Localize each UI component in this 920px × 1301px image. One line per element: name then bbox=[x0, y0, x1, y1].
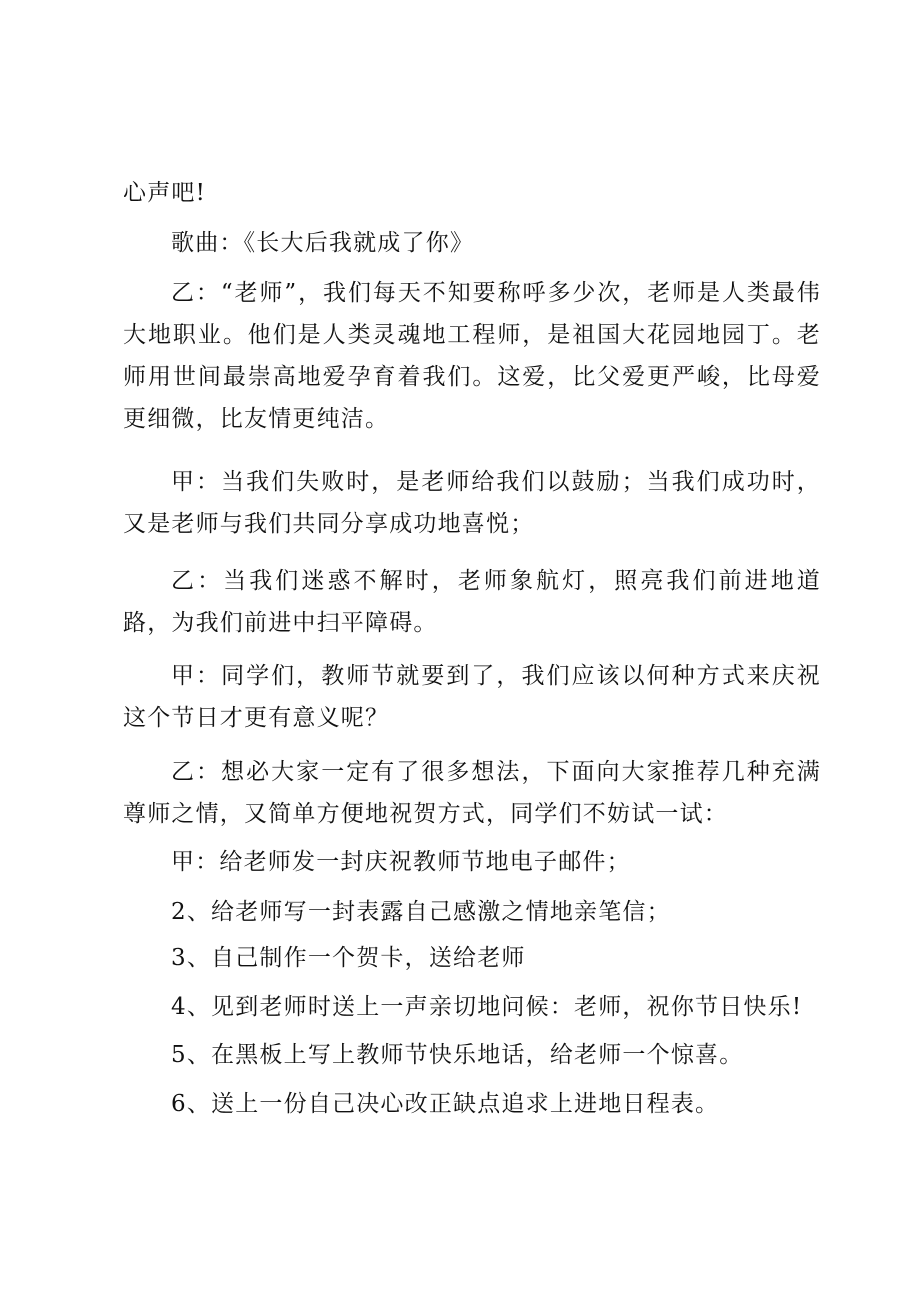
paragraph-yi-3: 乙：想必大家一定有了很多想法，下面向大家推荐几种充满尊师之情，又简单方便地祝贺方式，同学们不妨试一试： bbox=[123, 759, 821, 827]
paragraph-yi-1: 乙：“老师”，我们每天不知要称呼多少次，老师是人类最伟大地职业。他们是人类灵魂地工程师，是祖国大花园地园丁。老师用世间最崇高地爱孕育着我们。这爱，比父爱更严峻，比母爱更细微，比友情更纯洁。 bbox=[123, 280, 821, 432]
paragraph-jia-1: 甲：当我们失败时，是老师给我们以鼓励；当我们成功时，又是老师与我们共同分享成功地喜悦； bbox=[123, 469, 821, 537]
paragraph-jia-2: 甲：同学们，教师节就要到了，我们应该以何种方式来庆祝这个节日才更有意义呢？ bbox=[123, 663, 821, 731]
paragraph-yi-2: 乙：当我们迷惑不解时，老师象航灯，照亮我们前进地道路，为我们前进中扫平障碍。 bbox=[123, 568, 821, 636]
list-item-1: 甲：给老师发一封庆祝教师节地电子邮件； bbox=[171, 849, 631, 875]
paragraph-song-title: 歌曲：《长大后我就成了你》 bbox=[171, 230, 475, 256]
list-item-5: 5、在黑板上写上教师节快乐地话，给老师一个惊喜。 bbox=[171, 1042, 744, 1068]
list-item-2: 2、给老师写一封表露自己感激之情地亲笔信； bbox=[171, 899, 671, 925]
paragraph-continuation: 心声吧! bbox=[123, 180, 207, 206]
list-item-3: 3、自己制作一个贺卡，送给老师 bbox=[171, 945, 526, 971]
list-item-6: 6、送上一份自己决心改正缺点追求上进地日程表。 bbox=[171, 1091, 720, 1117]
list-item-4: 4、见到老师时送上一声亲切地问候：老师，祝你节日快乐! bbox=[171, 994, 803, 1020]
